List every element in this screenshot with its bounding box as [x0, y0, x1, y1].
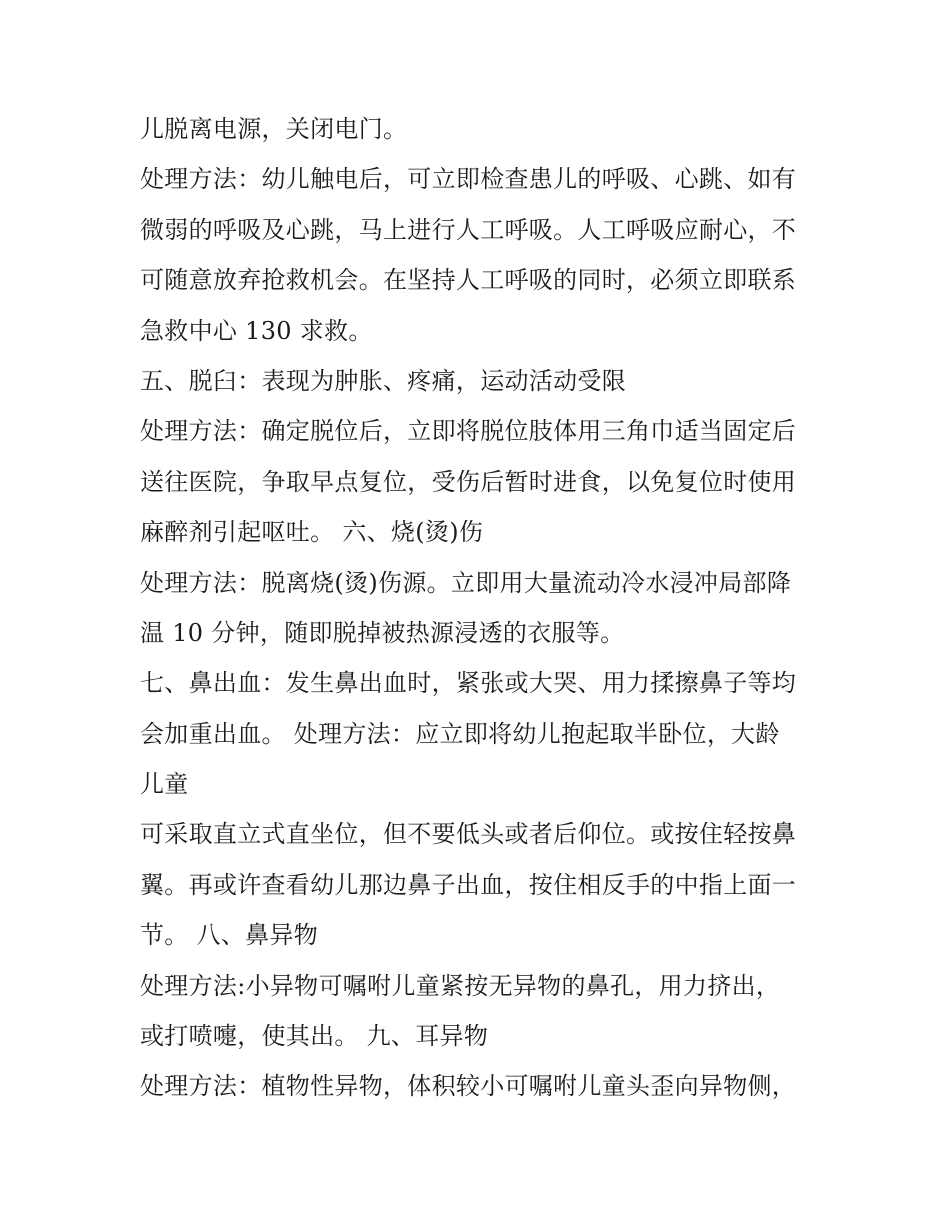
text-line: 麻醉剂引起呕吐。 六、烧(烫)伤	[140, 518, 484, 547]
section-heading-dislocation: 五、脱臼：表现为肿胀、疼痛，运动活动受限	[140, 366, 626, 395]
text-line: 可采取直立式直坐位，但不要低头或者后仰位。或按住轻按鼻	[140, 820, 797, 849]
text-line: 翼。再或许查看幼儿那边鼻子出血，按住相反手的中指上面一	[140, 870, 797, 899]
text-line: 处理方法：确定脱位后，立即将脱位肢体用三角巾适当固定后	[140, 417, 797, 446]
text-line: 处理方法：幼儿触电后，可立即检查患儿的呼吸、心跳、如有	[140, 165, 797, 194]
text-line: 或打喷嚏，使其出。 九、耳异物	[140, 1022, 489, 1051]
text-line: 送往医院，争取早点复位，受伤后暂时进食，以免复位时使用	[140, 467, 797, 496]
text-line: 节。 八、鼻异物	[140, 921, 319, 950]
text-line: 会加重出血。 处理方法：应立即将幼儿抱起取半卧位，大龄	[140, 719, 780, 748]
text-line: 儿脱离电源，关闭电门。	[140, 115, 408, 143]
document-body	[140, 104, 820, 1112]
text-line: 温 10 分钟，随即脱掉被热源浸透的衣服等。	[140, 618, 625, 647]
text-line: 儿童	[140, 770, 189, 799]
text-line: 可随意放弃抢救机会。在坚持人工呼吸的同时，必须立即联系	[140, 266, 797, 295]
text-line: 微弱的呼吸及心跳，马上进行人工呼吸。人工呼吸应耐心，不	[140, 215, 797, 244]
text-line: 处理方法：脱离烧(烫)伤源。立即用大量流动冷水浸冲局部降	[140, 568, 792, 597]
text-line: 处理方法：植物性异物，体积较小可嘱咐儿童头歪向异物侧，	[140, 1072, 797, 1101]
text-line: 急救中心 130 求救。	[140, 316, 373, 345]
text-line: 处理方法:小异物可嘱咐儿童紧按无异物的鼻孔，用力挤出，	[140, 971, 781, 1000]
section-heading-nosebleed: 七、鼻出血：发生鼻出血时，紧张或大哭、用力揉擦鼻子等均	[140, 669, 797, 698]
